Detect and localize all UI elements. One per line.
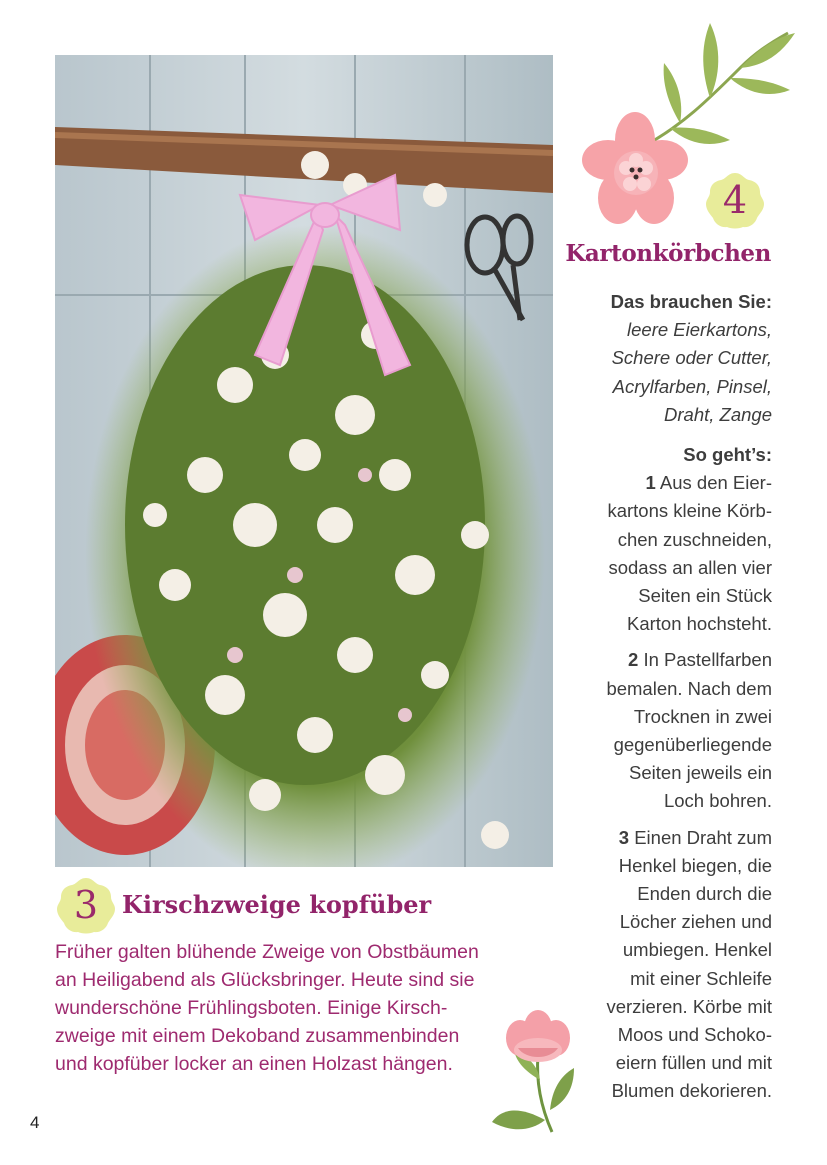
step-line: Enden durch die [637,883,772,905]
step-line [560,646,772,674]
step-line: eiern füllen und mit [615,1052,772,1074]
step-line [560,469,772,497]
step-line: kartons kleine Körb- [607,500,772,522]
step-line: verzieren. Körbe mit [606,995,772,1017]
blossom-branch-illustration [55,55,553,867]
how-label: So geht’s: [683,444,772,466]
step-line: Trocknen in zwei [633,705,772,727]
step-num: 2 [628,649,639,671]
step-line: sodass an allen vier [608,556,772,578]
step-text: Aus den Eier- [659,472,772,494]
step-num: 3 [618,826,630,848]
section3-line: und kopfüber locker an einen Holzast hängen. [55,1053,453,1075]
step-number-4: 4 [722,178,748,222]
step-line: Blumen dekorieren. [611,1080,772,1102]
step-text: Einen Draht zum [634,826,772,848]
step-badge-3 [55,875,117,937]
step-num: 1 [645,472,656,494]
step-line: Henkel biegen, die [618,854,772,876]
section3-line: wunderschöne Frühlingsboten. Einige Kirsch- [55,997,448,1019]
section4-title: Kartonkörbchen [565,240,771,267]
section4-text [560,288,772,1106]
step-line: Seiten jeweils ein [629,762,772,784]
step-line: bemalen. Nach dem [606,677,772,699]
needs-line: leere Eierkartons, [627,319,772,341]
step-line: Löcher ziehen und [619,911,772,933]
blossom-photo [55,55,553,867]
step-line: Loch bohren. [663,790,772,812]
small-flower-icon [490,1010,585,1138]
section3-line: zweige mit einem Dekoband zusammenbinden [55,1025,460,1047]
page-number: 4 [30,1113,40,1132]
section3-text [55,938,535,1078]
step-line: chen zuschneiden, [617,528,772,550]
step-line [560,824,772,852]
section3-line: Früher galten blühende Zweige von Obstbäumen [55,941,479,963]
step-line: gegenüberliegende [613,734,772,756]
needs-line: Draht, Zange [664,403,772,425]
step-line: Moos und Schoko- [617,1024,772,1046]
step-text: In Pastellfarben [643,649,772,671]
step-line: umbiegen. Henkel [622,939,772,961]
step-line: Karton hochsteht. [626,613,772,635]
section3-line: an Heiligabend als Glücksbringer. Heute sind sie [55,969,475,991]
step-line: Seiten ein Stück [638,585,772,607]
step-badge-4 [704,170,766,232]
needs-line: Schere oder Cutter, [611,347,772,369]
section3-title: Kirschzweige kopfüber [122,890,432,919]
needs-line: Acrylfarben, Pinsel, [612,375,772,397]
step-line: mit einer Schleife [630,967,772,989]
needs-label: Das brauchen Sie: [610,291,772,312]
step-number-3: 3 [73,883,99,927]
